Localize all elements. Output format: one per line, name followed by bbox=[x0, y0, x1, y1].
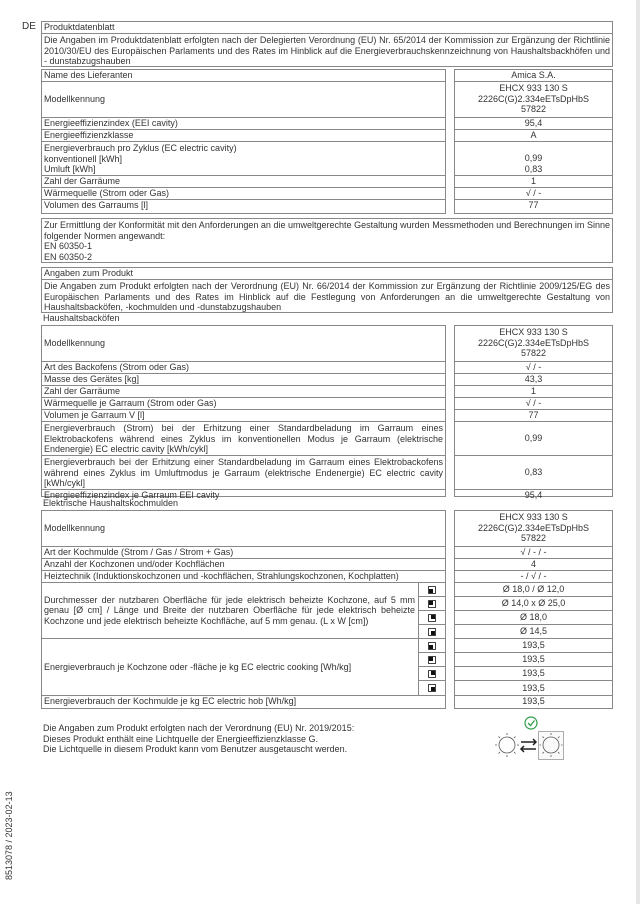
value: - / √ / - bbox=[455, 571, 612, 583]
value: 193,5 bbox=[455, 667, 612, 681]
value bbox=[455, 326, 612, 362]
light-source-text bbox=[43, 723, 354, 755]
value-text: 0,99 bbox=[524, 433, 543, 444]
product-info-box bbox=[41, 267, 613, 313]
value: √ / - bbox=[455, 398, 612, 410]
label: Art des Backofens (Strom oder Gas) bbox=[42, 362, 445, 374]
zone-icons bbox=[418, 583, 445, 638]
label bbox=[42, 142, 445, 176]
diameter-row bbox=[42, 583, 445, 639]
zone-bottom-left-icon bbox=[428, 586, 436, 594]
value-line: 57822 bbox=[520, 348, 547, 358]
label: Volumen des Garraums [l] bbox=[44, 200, 149, 210]
conformity-text: Zur Ermittlung der Konformität mit den Anforderungen an die umweltgerechte Gestaltung wurden Messmethoden und Berechnungen im Sinne folgender Normen angewandt: bbox=[44, 220, 610, 241]
label bbox=[42, 511, 445, 547]
ovens-labels bbox=[41, 325, 446, 500]
value-line: EHCX 933 130 S bbox=[499, 327, 568, 337]
value: 4 bbox=[455, 559, 612, 571]
value-text: 0,83 bbox=[524, 467, 543, 478]
value-line: 2226C(G)2.334eETsDpHbS bbox=[477, 93, 590, 104]
value-line: 57822 bbox=[520, 533, 547, 543]
swap-arrows-icon bbox=[521, 739, 536, 752]
header-title: Produktdatenblatt bbox=[42, 22, 612, 34]
label: Energieverbrauch (Strom) bei der Erhitzung einer Standardbeladung im Garraum eines Elektrobackofens während eines Zyklus im konventionellen Modus je Garraum (elektrische Endenergie) EC electric cavity [kWh/cykl] bbox=[44, 423, 443, 454]
label bbox=[42, 326, 445, 362]
light-bulb-icon bbox=[495, 733, 519, 757]
light-source-line: Dieses Produkt enthält eine Lichtquelle der Energieeffizienzklasse G. bbox=[43, 733, 318, 744]
table1-labels bbox=[41, 69, 446, 214]
value: √ / - / - bbox=[455, 547, 612, 559]
label-text: Durchmesser der nutzbaren Oberfläche für jede elektrisch beheizte Kochzone, auf 5 mm genau [Ø cm] / Länge und Breite der nutzbaren Oberfläche für jede elektrisch beheizte Kochzone und jede elektrisch beheizte Kochfläche, auf 5 mm genau. (L x W [cm]) bbox=[44, 594, 415, 626]
value: Ø 18,0 / Ø 12,0 bbox=[455, 583, 612, 597]
label-text: Energieverbrauch je Kochzone oder -fläche je kg EC electric cooking [Wh/kg] bbox=[44, 661, 352, 672]
check-circle-icon bbox=[525, 717, 537, 729]
value: Ø 18,0 bbox=[455, 611, 612, 625]
norm: EN 60350-1 bbox=[44, 241, 93, 251]
value bbox=[455, 422, 612, 456]
label-line: Umluft [kWh] bbox=[44, 164, 96, 174]
label: Energieeffizienzindex je Garraum EEI cavity bbox=[44, 490, 220, 500]
value bbox=[455, 456, 612, 490]
document-id: 8513078 / 2023-02-13 bbox=[4, 791, 14, 880]
label: Zahl der Garräume bbox=[42, 386, 445, 398]
table1-values bbox=[454, 69, 613, 214]
label: Volumen je Garraum V [l] bbox=[42, 410, 445, 422]
label: Wärmequelle je Garraum (Strom oder Gas) bbox=[42, 398, 445, 410]
zone-bottom-right-icon bbox=[428, 628, 436, 636]
value-line: 0,83 bbox=[524, 163, 543, 174]
section-title-hobs: Elektrische Haushaltskochmulden bbox=[43, 498, 179, 508]
label: Heiztechnik (Induktionskochzonen und -kochflächen, Strahlungskochzonen, Kochplatten) bbox=[42, 571, 445, 583]
value-line: 2226C(G)2.334eETsDpHbS bbox=[477, 522, 590, 533]
value: 95,4 bbox=[524, 490, 543, 500]
page-edge bbox=[636, 0, 640, 904]
zone-top-right-icon bbox=[428, 614, 436, 622]
product-info-title: Angaben zum Produkt bbox=[42, 268, 612, 280]
label-text: Modellkennung bbox=[44, 338, 106, 349]
hobs-labels bbox=[41, 510, 446, 709]
value: 77 bbox=[455, 410, 612, 422]
label: Energieverbrauch der Kochmulde je kg EC electric hob [Wh/kg] bbox=[44, 696, 297, 706]
light-source-icons bbox=[488, 714, 568, 770]
label: Energieverbrauch bei der Erhitzung einer Standardbeladung im Garraum eines Elektrobackofens während eines Zyklus im Umluftmodus je Garraum (elektrische Endenergie) EC electric cavity [kWh/cykl] bbox=[44, 457, 443, 488]
value: √ / - bbox=[455, 188, 612, 200]
header-box bbox=[41, 21, 613, 67]
value: 193,5 bbox=[455, 681, 612, 696]
zone-top-left-icon bbox=[428, 600, 436, 608]
value: 193,5 bbox=[455, 653, 612, 667]
section-title-ovens: Haushaltsbacköfen bbox=[43, 313, 120, 323]
value bbox=[455, 142, 612, 176]
value: 77 bbox=[528, 200, 539, 210]
value: 95,4 bbox=[455, 118, 612, 130]
zone-top-left-icon bbox=[428, 656, 436, 664]
label-line: Energieverbrauch pro Zyklus (EC electric cavity) bbox=[44, 143, 237, 153]
label: Zahl der Garräume bbox=[42, 176, 445, 188]
label-text: Modellkennung bbox=[44, 523, 106, 534]
value: Ø 14,0 x Ø 25,0 bbox=[455, 597, 612, 611]
label: Energieeffizienzklasse bbox=[42, 130, 445, 142]
zone-bottom-right-icon bbox=[428, 684, 436, 692]
value-line: 57822 bbox=[520, 104, 547, 114]
label bbox=[42, 583, 418, 638]
light-source-line: Die Angaben zum Produkt erfolgten nach der Verordnung (EU) Nr. 2019/2015: bbox=[43, 723, 355, 733]
value-line: EHCX 933 130 S bbox=[499, 83, 568, 93]
label: Wärmequelle (Strom oder Gas) bbox=[42, 188, 445, 200]
label bbox=[42, 639, 418, 695]
ovens-values bbox=[454, 325, 613, 500]
zone-top-right-icon bbox=[428, 670, 436, 678]
language-code: DE bbox=[22, 21, 36, 32]
label bbox=[42, 82, 445, 118]
value: 193,5 bbox=[522, 696, 545, 706]
product-info-text: Die Angaben zum Produkt erfolgten nach der Verordnung (EU) Nr. 66/2014 der Kommission zur Ergänzung der Richtlinie 2009/125/EG des Europäischen Parlaments und des Rates im Hinblick auf die Festlegung von Anforderungen an die umweltgerechte Gestaltung von Haushaltsbacköfen, -kochmulden und -dunstabzugshauben bbox=[44, 281, 610, 312]
hobs-values bbox=[454, 510, 613, 709]
label: Art der Kochmulde (Strom / Gas / Strom + Gas) bbox=[42, 547, 445, 559]
value: 1 bbox=[455, 176, 612, 188]
value: A bbox=[455, 130, 612, 142]
light-bulb-replaceable-icon bbox=[539, 732, 564, 760]
value: 1 bbox=[455, 386, 612, 398]
value-line: EHCX 933 130 S bbox=[499, 512, 568, 522]
value bbox=[455, 82, 612, 118]
value-line: 0,99 bbox=[524, 153, 543, 163]
value: 193,5 bbox=[455, 639, 612, 653]
value: Ø 14,5 bbox=[455, 625, 612, 639]
zone-bottom-left-icon bbox=[428, 642, 436, 650]
value: 43,3 bbox=[455, 374, 612, 386]
light-source-line: Die Lichtquelle in diesem Produkt kann vom Benutzer ausgetauscht werden. bbox=[43, 744, 348, 754]
label: Name des Lieferanten bbox=[42, 70, 445, 82]
label: Energieeffizienzindex (EEI cavity) bbox=[42, 118, 445, 130]
label-text: Modellkennung bbox=[44, 94, 106, 105]
label: Anzahl der Kochzonen und/oder Kochflächen bbox=[42, 559, 445, 571]
conformity-box bbox=[41, 218, 613, 263]
value: Amica S.A. bbox=[455, 70, 612, 82]
energy-zone-row bbox=[42, 639, 445, 696]
zone-icons bbox=[418, 639, 445, 695]
label: Masse des Gerätes [kg] bbox=[42, 374, 445, 386]
value bbox=[455, 511, 612, 547]
value: √ / - bbox=[455, 362, 612, 374]
norm: EN 60350-2 bbox=[44, 251, 93, 262]
value-line: 2226C(G)2.334eETsDpHbS bbox=[477, 337, 590, 348]
header-intro: Die Angaben im Produktdatenblatt erfolgten nach der Delegierten Verordnung (EU) Nr. 65/2014 der Kommission zur Ergänzung der Richtlinie 2010/30/EU des Europäischen Parlaments und des Rates im Hinblick auf die Energieverbrauchskennzeichnung von Haushaltsbackhöfen und - dunstabzugshauben bbox=[44, 35, 610, 66]
label-line: konventionell [kWh] bbox=[44, 153, 123, 164]
